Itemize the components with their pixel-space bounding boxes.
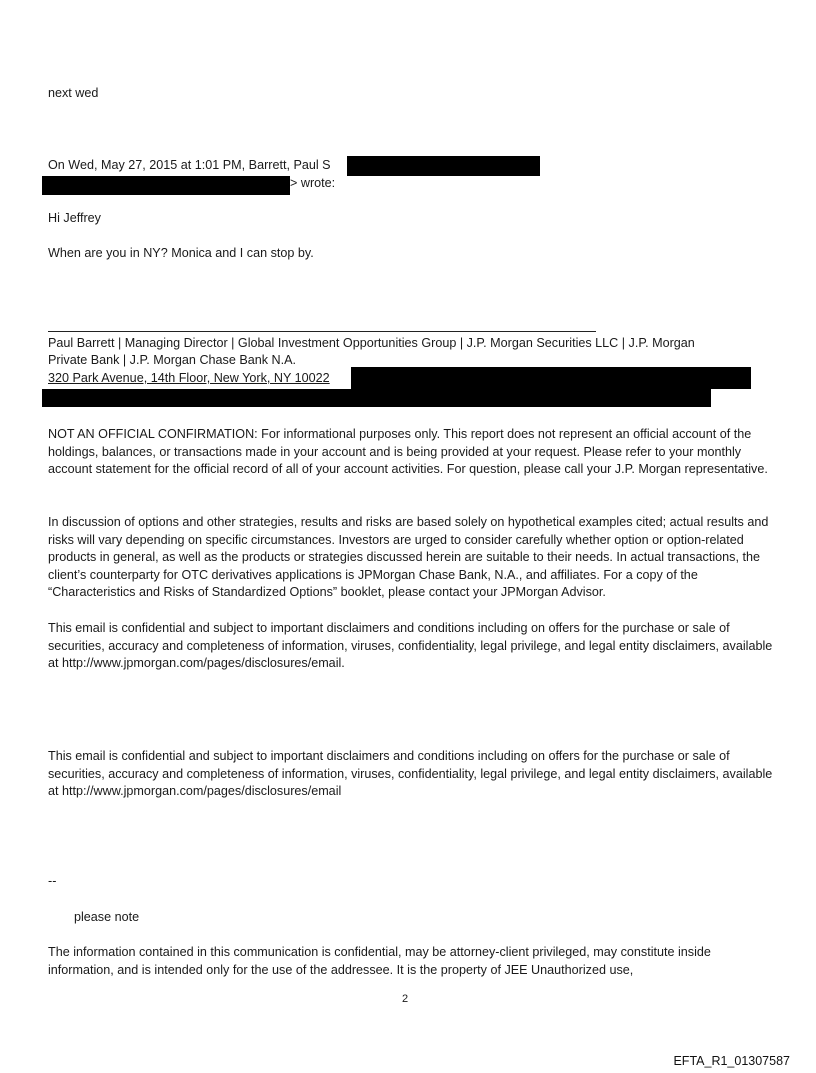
greeting: Hi Jeffrey [48, 211, 101, 225]
reply-text: next wed [48, 86, 99, 100]
confidential-notice: The information contained in this communication is confidential, may be attorney-client privileged, may constitute inside information, and is intended only for the use of the addressee. It is the property of JEE Unauthorized use, [48, 945, 711, 977]
quote-header-line2: > wrote: [290, 176, 336, 190]
email-body: When are you in NY? Monica and I can stop by. [48, 246, 314, 260]
signature-address: 320 Park Avenue, 14th Floor, New York, NY 10022 [48, 371, 330, 385]
signature-line1: Paul Barrett | Managing Director | Global Investment Opportunities Group | J.P. Morgan Securities LLC | J.P. Morgan [48, 336, 695, 350]
disclaimer-confidential-1: This email is confidential and subject to important disclaimers and conditions including on offers for the purchase or sale of securities, accuracy and completeness of information, viruses, confidentiality, legal privilege, and legal entity disclaimers, available at http://www.jpmorgan.com/pages/disclosures/email. [48, 621, 773, 670]
signature-rule [48, 331, 596, 332]
redaction-email-part2 [42, 176, 290, 195]
please-note: please note [74, 910, 140, 924]
disclaimer-official: NOT AN OFFICIAL CONFIRMATION: For informational purposes only. This report does not represent an official account of the holdings, balances, or transactions made in your account and is being provided at your request. Please refer to your monthly account statement for the official record of all of your account activities. For question, please call your J.P. Morgan representative. [48, 427, 768, 476]
quote-header-line1: On Wed, May 27, 2015 at 1:01 PM, Barrett, Paul S [48, 158, 331, 172]
disclaimer-options: In discussion of options and other strategies, results and risks are based solely on hypothetical examples cited; actual results and risks will vary depending on specific circumstances. Investors are urged to consider carefully whether option or option-related products in general, as well as the products or strategies discussed herein are suitable to their needs. In actual transactions, the client’s counterparty for OTC derivatives applications is JPMorgan Chase Bank, N.A., and affiliates. For a copy of the “Characteristics and Risks of Standardized Options” booklet, please contact your JPMorgan Advisor. [48, 515, 769, 599]
redaction-contact-line1 [351, 367, 751, 389]
document-id: EFTA_R1_01307587 [673, 1054, 790, 1068]
redaction-email-part1 [347, 156, 540, 176]
signature-separator: -- [48, 874, 57, 888]
signature-line2: Private Bank | J.P. Morgan Chase Bank N.A. [48, 353, 297, 367]
redaction-contact-line2 [42, 389, 711, 407]
page-number: 2 [402, 993, 409, 1005]
disclaimer-confidential-2: This email is confidential and subject to important disclaimers and conditions including on offers for the purchase or sale of securities, accuracy and completeness of information, viruses, confidentiality, legal privilege, and legal entity disclaimers, available at http://www.jpmorgan.com/pages/disclosures/email [48, 749, 773, 798]
